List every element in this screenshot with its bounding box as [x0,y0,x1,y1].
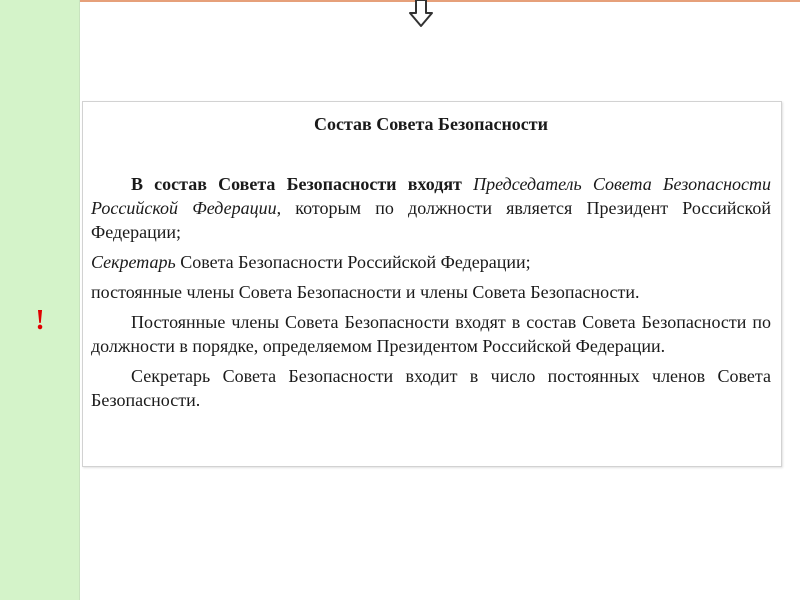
card-title: Состав Совета Безопасности [313,114,549,134]
paragraph-permanent-members: Постоянные члены Совета Безопасности входят в состав Совета Безопасности по должности в порядке, определяемом Президентом Российской Федерации. [91,312,771,356]
p1-lead: В состав Совета Безопасности входят [131,174,462,194]
paragraph-members: постоянные члены Совета Безопасности и члены Совета Безопасности. [91,282,640,302]
p2-rest: Совета Безопасности Российской Федерации; [175,252,531,272]
p1-chairman: Председатель Совета Безопасности Российской Федерации [91,174,772,218]
p2-secretary: Секретарь [91,252,176,272]
paragraph-secretary [91,250,771,274]
exclamation-mark: ! [35,305,45,336]
paragraph-secretary-status: Секретарь Совета Безопасности входит в число постоянных членов Совета Безопасности. [91,366,771,410]
p1-rest: , которым по должности является Президент Российской Федерации; [91,198,772,242]
paragraph-composition [91,172,771,244]
security-council-card [82,101,782,467]
down-arrow-icon [407,0,435,28]
left-sidebar-panel [0,0,80,600]
top-divider [80,0,800,2]
